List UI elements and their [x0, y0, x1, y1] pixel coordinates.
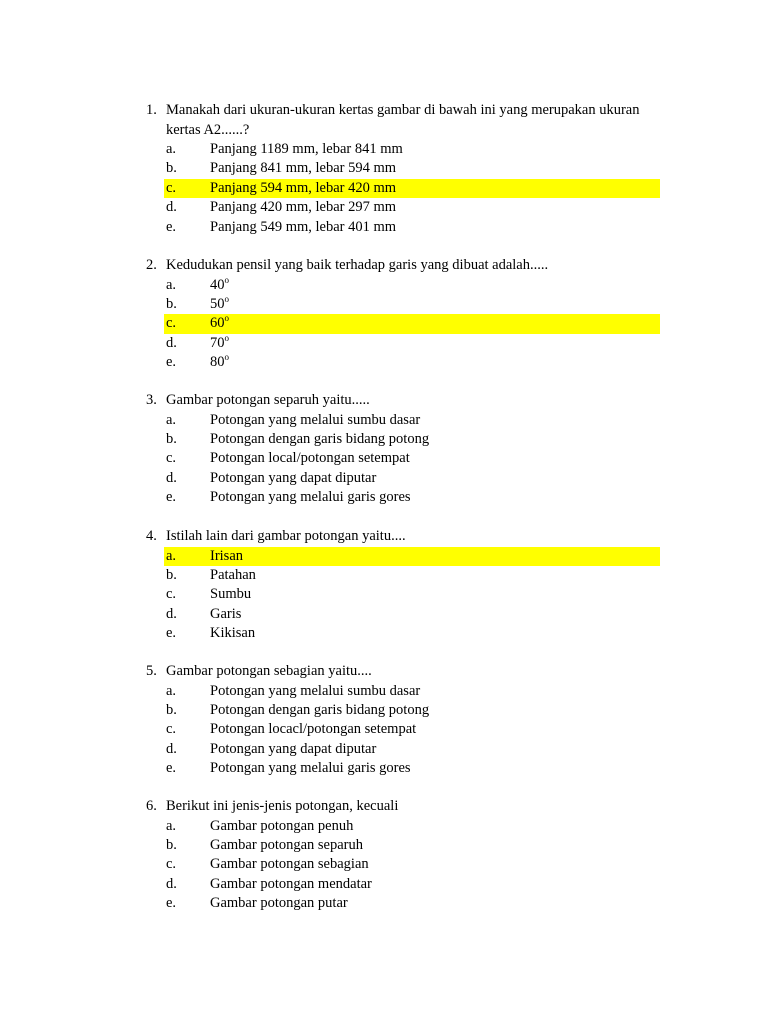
option-letter: a.	[166, 141, 177, 157]
option-text: Potongan yang melalui sumbu dasar	[210, 682, 421, 699]
option-item	[164, 875, 666, 894]
question-number: 4.	[146, 528, 157, 544]
option-text	[210, 354, 229, 370]
option-item	[164, 488, 666, 507]
option-list	[146, 547, 666, 644]
option-letter: e.	[166, 625, 177, 642]
option-letter: d.	[166, 469, 177, 486]
question-text: Gambar potongan sebagian yaitu....	[166, 663, 372, 679]
option-letter: d.	[166, 334, 177, 351]
option-text	[210, 293, 229, 312]
option-list	[146, 276, 666, 373]
option-text: Gambar potongan sebagian	[210, 856, 369, 873]
option-item	[164, 449, 666, 468]
degree-value: 60	[210, 315, 225, 332]
option-item	[164, 547, 660, 566]
option-letter: d.	[166, 875, 177, 892]
option-text: Potongan yang dapat diputar	[210, 740, 377, 757]
option-letter: c.	[166, 179, 177, 196]
option-letter: d.	[166, 605, 177, 622]
option-text: Sumbu	[210, 586, 252, 603]
option-item	[164, 218, 666, 237]
option-text: Potongan dengan garis bidang potong	[210, 430, 430, 447]
degree-symbol: o	[224, 313, 229, 324]
option-letter: b.	[166, 836, 177, 853]
option-item	[164, 353, 666, 372]
question-3	[146, 391, 666, 507]
option-letter: a.	[166, 682, 177, 699]
option-letter: c.	[166, 721, 177, 738]
option-item	[164, 817, 666, 836]
option-letter: b.	[166, 295, 177, 312]
option-item	[164, 430, 666, 449]
option-letter: c.	[166, 856, 177, 873]
option-text: Panjang 594 mm, lebar 420 mm	[210, 179, 397, 196]
option-letter: a.	[166, 276, 177, 293]
option-item	[164, 894, 666, 913]
option-item	[164, 585, 666, 604]
option-text: Garis	[210, 605, 242, 622]
question-number: 5.	[146, 663, 157, 679]
question-2	[146, 256, 666, 372]
question-stem	[146, 101, 666, 140]
option-letter: e.	[166, 218, 177, 235]
option-item	[164, 179, 660, 198]
question-number: 6.	[146, 798, 157, 814]
question-4	[146, 527, 666, 643]
option-letter: a.	[166, 817, 177, 834]
option-text: Panjang 841 mm, lebar 594 mm	[210, 160, 397, 177]
option-list	[146, 817, 666, 914]
option-text: Gambar potongan putar	[210, 895, 348, 912]
option-text: Panjang 1189 mm, lebar 841 mm	[210, 141, 403, 157]
option-item	[164, 469, 666, 488]
question-stem	[146, 391, 666, 411]
option-text: Potongan yang melalui sumbu dasar	[210, 411, 421, 428]
option-item	[164, 411, 666, 430]
option-letter: e.	[166, 354, 177, 371]
option-text: Potongan yang melalui garis gores	[210, 489, 411, 506]
question-stem	[146, 662, 666, 682]
option-item	[164, 740, 666, 759]
option-letter: b.	[166, 160, 177, 177]
option-text: Potongan local/potongan setempat	[210, 450, 410, 467]
question-5	[146, 662, 666, 778]
option-letter: c.	[166, 586, 177, 603]
option-text: Potongan yang dapat diputar	[210, 469, 377, 486]
option-letter: d.	[166, 199, 177, 216]
option-item	[164, 701, 666, 720]
option-item	[164, 159, 666, 178]
option-text: Panjang 549 mm, lebar 401 mm	[210, 218, 397, 235]
option-item	[164, 566, 666, 585]
question-text: Berikut ini jenis-jenis potongan, kecuali	[166, 798, 399, 814]
question-stem	[146, 256, 666, 276]
option-text	[210, 315, 229, 331]
question-stem	[146, 527, 666, 547]
degree-symbol: o	[224, 352, 229, 363]
option-item	[164, 140, 666, 159]
option-text: Patahan	[210, 566, 256, 583]
degree-symbol: o	[224, 274, 229, 285]
degree-symbol: o	[224, 332, 229, 343]
option-letter: e.	[166, 760, 177, 777]
option-text	[210, 274, 229, 293]
question-text: Istilah lain dari gambar potongan yaitu....	[166, 528, 406, 544]
option-text: Gambar potongan separuh	[210, 836, 364, 853]
option-letter: a.	[166, 547, 177, 564]
option-item	[164, 295, 666, 314]
option-text	[210, 332, 229, 351]
option-letter: e.	[166, 895, 177, 912]
option-text: Panjang 420 mm, lebar 297 mm	[210, 199, 397, 216]
degree-value: 50	[210, 295, 225, 312]
option-item	[164, 624, 666, 643]
option-letter: c.	[166, 450, 177, 467]
option-item	[164, 759, 666, 778]
option-item	[164, 314, 660, 333]
degree-value: 40	[210, 276, 225, 293]
option-letter: d.	[166, 740, 177, 757]
option-letter: c.	[166, 315, 177, 332]
option-letter: b.	[166, 701, 177, 718]
question-text: Manakah dari ukuran-ukuran kertas gambar di bawah ini yang merupakan ukuran kertas A2......?	[166, 102, 640, 138]
option-item	[164, 682, 666, 701]
option-item	[164, 605, 666, 624]
option-list	[146, 682, 666, 779]
option-letter: e.	[166, 489, 177, 506]
question-stem	[146, 797, 666, 817]
option-text: Gambar potongan penuh	[210, 817, 354, 834]
option-text: Irisan	[210, 547, 244, 564]
option-text: Gambar potongan mendatar	[210, 875, 372, 892]
option-text: Potongan dengan garis bidang potong	[210, 701, 430, 718]
question-number: 1.	[146, 102, 157, 118]
option-item	[164, 720, 666, 739]
option-letter: a.	[166, 411, 177, 428]
option-list	[146, 411, 666, 508]
option-text: Potongan locacl/potongan setempat	[210, 721, 417, 738]
question-6	[146, 797, 666, 913]
option-text: Kikisan	[210, 625, 256, 642]
option-letter: b.	[166, 430, 177, 447]
option-letter: b.	[166, 566, 177, 583]
option-item	[164, 836, 666, 855]
question-number: 2.	[146, 257, 157, 273]
degree-value: 70	[210, 334, 225, 351]
option-item	[164, 855, 666, 874]
option-list	[146, 140, 666, 237]
degree-symbol: o	[224, 293, 229, 304]
option-item	[164, 334, 666, 353]
option-item	[164, 198, 666, 217]
degree-value: 80	[210, 354, 225, 371]
option-item	[164, 276, 666, 295]
question-text: Gambar potongan separuh yaitu.....	[166, 392, 370, 408]
question-number: 3.	[146, 392, 157, 408]
question-1	[146, 101, 666, 237]
option-text: Potongan yang melalui garis gores	[210, 760, 411, 777]
question-text: Kedudukan pensil yang baik terhadap garis yang dibuat adalah.....	[166, 257, 549, 273]
